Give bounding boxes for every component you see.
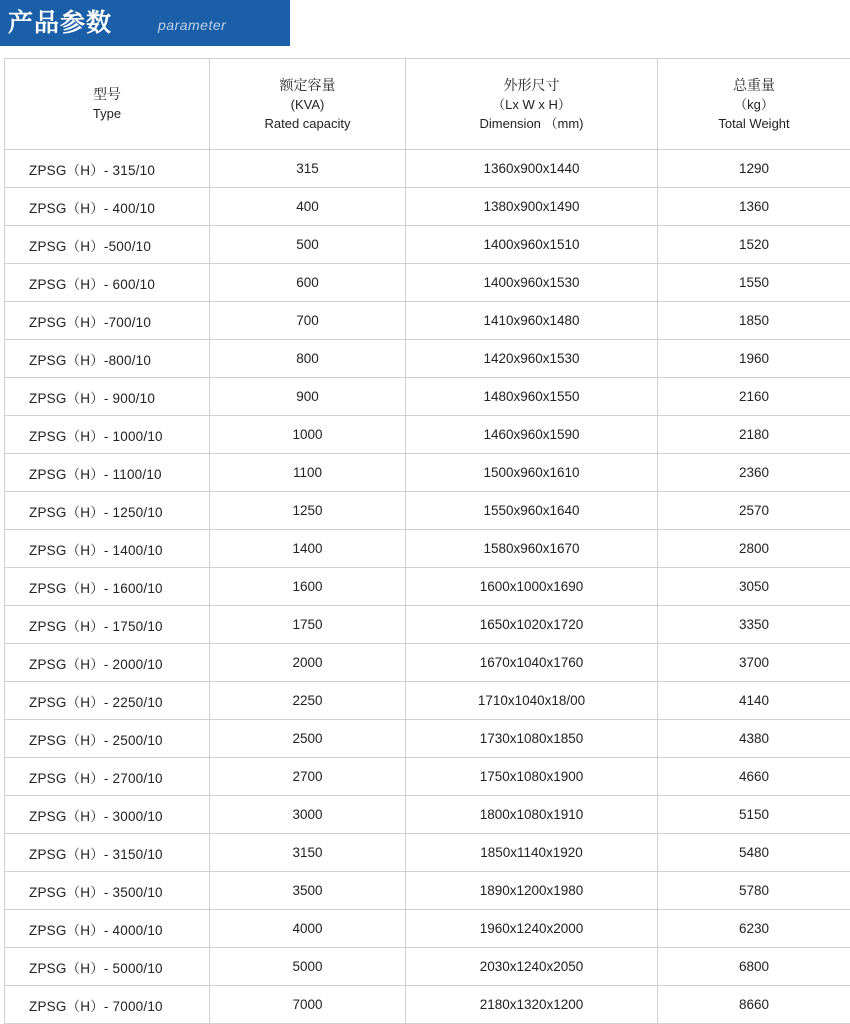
cell-dimension: 1410x960x1480 xyxy=(406,302,658,340)
parameter-table-wrapper xyxy=(0,58,850,1024)
cell-capacity: 3500 xyxy=(210,872,406,910)
cell-capacity: 2000 xyxy=(210,644,406,682)
column-header-weight xyxy=(658,59,850,150)
cell-weight: 2570 xyxy=(658,492,850,530)
cell-dimension: 1400x960x1510 xyxy=(406,226,658,264)
table-row xyxy=(5,454,850,492)
table-row xyxy=(5,682,850,720)
table-row xyxy=(5,910,850,948)
cell-weight: 4380 xyxy=(658,720,850,758)
cell-type: ZPSG（H）-500/10 xyxy=(5,226,210,264)
cell-weight: 4660 xyxy=(658,758,850,796)
cell-capacity: 1400 xyxy=(210,530,406,568)
cell-weight: 2360 xyxy=(658,454,850,492)
cell-weight: 5780 xyxy=(658,872,850,910)
table-row xyxy=(5,758,850,796)
table-header xyxy=(5,59,850,150)
column-header-dimension-unit: （Lx W x H） xyxy=(407,95,656,114)
cell-weight: 2180 xyxy=(658,416,850,454)
cell-dimension: 1460x960x1590 xyxy=(406,416,658,454)
cell-type: ZPSG（H）- 315/10 xyxy=(5,150,210,188)
table-row xyxy=(5,302,850,340)
table-row xyxy=(5,568,850,606)
cell-dimension: 1380x900x1490 xyxy=(406,188,658,226)
column-header-capacity-en: Rated capacity xyxy=(211,114,404,133)
cell-capacity: 1750 xyxy=(210,606,406,644)
cell-capacity: 700 xyxy=(210,302,406,340)
cell-weight: 1850 xyxy=(658,302,850,340)
table-row xyxy=(5,986,850,1024)
cell-dimension: 1850x1140x1920 xyxy=(406,834,658,872)
cell-type: ZPSG（H）- 5000/10 xyxy=(5,948,210,986)
cell-dimension: 2030x1240x2050 xyxy=(406,948,658,986)
table-row xyxy=(5,720,850,758)
cell-capacity: 1600 xyxy=(210,568,406,606)
table-row xyxy=(5,416,850,454)
table-row xyxy=(5,226,850,264)
cell-weight: 1290 xyxy=(658,150,850,188)
cell-weight: 3050 xyxy=(658,568,850,606)
table-row xyxy=(5,948,850,986)
column-header-type-cn: 型号 xyxy=(6,85,208,104)
cell-type: ZPSG（H）-800/10 xyxy=(5,340,210,378)
column-header-dimension xyxy=(406,59,658,150)
cell-capacity: 3150 xyxy=(210,834,406,872)
cell-dimension: 1670x1040x1760 xyxy=(406,644,658,682)
cell-type: ZPSG（H）- 1000/10 xyxy=(5,416,210,454)
table-row xyxy=(5,378,850,416)
cell-dimension: 1500x960x1610 xyxy=(406,454,658,492)
cell-type: ZPSG（H）- 3150/10 xyxy=(5,834,210,872)
cell-dimension: 1420x960x1530 xyxy=(406,340,658,378)
cell-weight: 3700 xyxy=(658,644,850,682)
parameter-table xyxy=(4,58,850,1024)
table-row xyxy=(5,264,850,302)
cell-type: ZPSG（H）- 1400/10 xyxy=(5,530,210,568)
cell-capacity: 1000 xyxy=(210,416,406,454)
cell-capacity: 1250 xyxy=(210,492,406,530)
column-header-dimension-cn: 外形尺寸 xyxy=(407,76,656,95)
cell-dimension: 1730x1080x1850 xyxy=(406,720,658,758)
cell-dimension: 1800x1080x1910 xyxy=(406,796,658,834)
cell-type: ZPSG（H）- 2250/10 xyxy=(5,682,210,720)
cell-dimension: 1650x1020x1720 xyxy=(406,606,658,644)
page-subtitle: parameter xyxy=(158,17,226,33)
table-row xyxy=(5,492,850,530)
cell-dimension: 2180x1320x1200 xyxy=(406,986,658,1024)
cell-weight: 2160 xyxy=(658,378,850,416)
cell-type: ZPSG（H）-700/10 xyxy=(5,302,210,340)
cell-type: ZPSG（H）- 1100/10 xyxy=(5,454,210,492)
cell-type: ZPSG（H）- 7000/10 xyxy=(5,986,210,1024)
cell-dimension: 1400x960x1530 xyxy=(406,264,658,302)
cell-dimension: 1600x1000x1690 xyxy=(406,568,658,606)
cell-type: ZPSG（H）- 3500/10 xyxy=(5,872,210,910)
table-row xyxy=(5,606,850,644)
table-header-row xyxy=(5,59,850,150)
section-banner xyxy=(0,0,850,46)
cell-capacity: 2700 xyxy=(210,758,406,796)
column-header-capacity xyxy=(210,59,406,150)
cell-type: ZPSG（H）- 2000/10 xyxy=(5,644,210,682)
table-row xyxy=(5,834,850,872)
cell-weight: 2800 xyxy=(658,530,850,568)
cell-dimension: 1890x1200x1980 xyxy=(406,872,658,910)
column-header-weight-unit: （kg） xyxy=(659,95,849,114)
cell-type: ZPSG（H）- 900/10 xyxy=(5,378,210,416)
cell-dimension: 1710x1040x18/00 xyxy=(406,682,658,720)
cell-weight: 1550 xyxy=(658,264,850,302)
cell-weight: 1520 xyxy=(658,226,850,264)
cell-weight: 1960 xyxy=(658,340,850,378)
cell-dimension: 1960x1240x2000 xyxy=(406,910,658,948)
table-row xyxy=(5,644,850,682)
cell-weight: 4140 xyxy=(658,682,850,720)
page-title: 产品参数 xyxy=(8,7,112,39)
cell-type: ZPSG（H）- 3000/10 xyxy=(5,796,210,834)
column-header-weight-cn: 总重量 xyxy=(659,76,849,95)
cell-weight: 1360 xyxy=(658,188,850,226)
column-header-type xyxy=(5,59,210,150)
cell-weight: 5150 xyxy=(658,796,850,834)
table-row xyxy=(5,796,850,834)
cell-type: ZPSG（H）- 1600/10 xyxy=(5,568,210,606)
cell-dimension: 1360x900x1440 xyxy=(406,150,658,188)
cell-weight: 5480 xyxy=(658,834,850,872)
cell-capacity: 4000 xyxy=(210,910,406,948)
table-body xyxy=(5,150,850,1024)
table-row xyxy=(5,188,850,226)
cell-capacity: 5000 xyxy=(210,948,406,986)
table-row xyxy=(5,340,850,378)
cell-dimension: 1750x1080x1900 xyxy=(406,758,658,796)
cell-weight: 3350 xyxy=(658,606,850,644)
cell-capacity: 2500 xyxy=(210,720,406,758)
cell-capacity: 400 xyxy=(210,188,406,226)
cell-capacity: 800 xyxy=(210,340,406,378)
cell-type: ZPSG（H）- 1750/10 xyxy=(5,606,210,644)
table-row xyxy=(5,150,850,188)
table-row xyxy=(5,872,850,910)
cell-type: ZPSG（H）- 400/10 xyxy=(5,188,210,226)
cell-capacity: 500 xyxy=(210,226,406,264)
cell-capacity: 900 xyxy=(210,378,406,416)
cell-weight: 6800 xyxy=(658,948,850,986)
table-row xyxy=(5,530,850,568)
cell-weight: 6230 xyxy=(658,910,850,948)
column-header-capacity-unit: (KVA) xyxy=(211,95,404,114)
cell-capacity: 600 xyxy=(210,264,406,302)
cell-type: ZPSG（H）- 4000/10 xyxy=(5,910,210,948)
cell-capacity: 2250 xyxy=(210,682,406,720)
column-header-dimension-en: Dimension （mm) xyxy=(407,114,656,133)
cell-capacity: 3000 xyxy=(210,796,406,834)
cell-capacity: 7000 xyxy=(210,986,406,1024)
cell-dimension: 1550x960x1640 xyxy=(406,492,658,530)
cell-dimension: 1480x960x1550 xyxy=(406,378,658,416)
cell-type: ZPSG（H）- 2700/10 xyxy=(5,758,210,796)
cell-type: ZPSG（H）- 2500/10 xyxy=(5,720,210,758)
cell-type: ZPSG（H）- 600/10 xyxy=(5,264,210,302)
cell-weight: 8660 xyxy=(658,986,850,1024)
column-header-capacity-cn: 额定容量 xyxy=(211,76,404,95)
cell-capacity: 1100 xyxy=(210,454,406,492)
column-header-weight-en: Total Weight xyxy=(659,114,849,133)
column-header-type-en: Type xyxy=(6,104,208,123)
cell-type: ZPSG（H）- 1250/10 xyxy=(5,492,210,530)
cell-capacity: 315 xyxy=(210,150,406,188)
cell-dimension: 1580x960x1670 xyxy=(406,530,658,568)
